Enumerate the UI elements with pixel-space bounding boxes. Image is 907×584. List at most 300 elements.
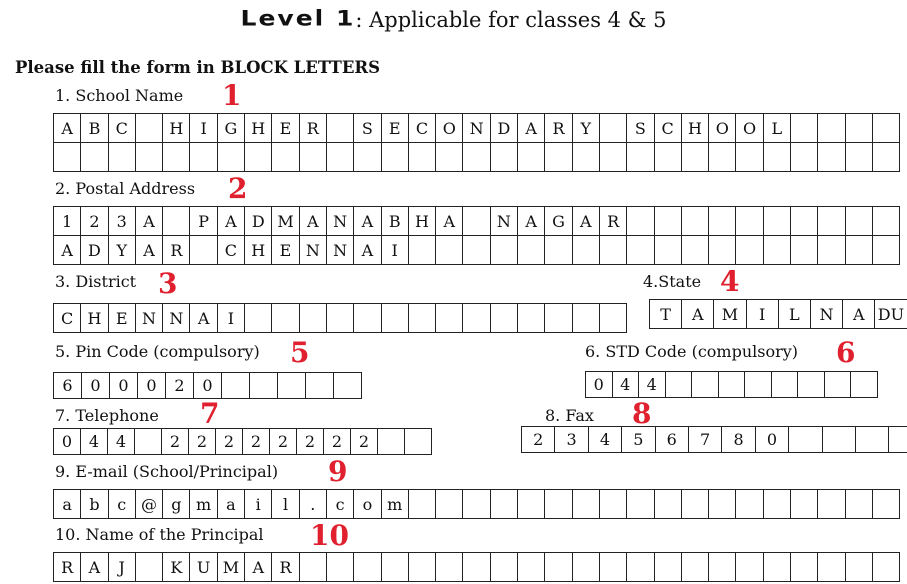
fax-label: 8. Fax: [545, 406, 594, 425]
letter-box[interactable]: L: [764, 114, 791, 143]
letter-box[interactable]: [627, 143, 654, 172]
letter-box[interactable]: 8: [722, 427, 755, 453]
letter-box[interactable]: a: [54, 490, 81, 519]
letter-box[interactable]: S: [627, 114, 654, 143]
letter-box[interactable]: [54, 143, 81, 172]
telephone-marker: 7: [200, 397, 220, 430]
letter-box[interactable]: 4: [613, 372, 640, 398]
letter-box[interactable]: [764, 143, 791, 172]
state-field[interactable]: [649, 299, 907, 329]
letter-box[interactable]: [789, 427, 822, 453]
letter-box[interactable]: A: [190, 304, 217, 333]
school-name-row-2: [53, 143, 900, 172]
letter-box[interactable]: A: [300, 207, 327, 236]
letter-box[interactable]: N: [300, 236, 327, 265]
district-field[interactable]: [53, 303, 627, 333]
pin-code-marker: 5: [290, 336, 310, 369]
letter-box[interactable]: [405, 429, 432, 455]
letter-box[interactable]: [136, 114, 163, 143]
letter-box[interactable]: [764, 207, 791, 236]
letter-box[interactable]: [600, 553, 627, 582]
letter-box[interactable]: a: [218, 490, 245, 519]
letter-box[interactable]: [573, 553, 600, 582]
letter-box[interactable]: N: [327, 236, 354, 265]
pin-code-label: 5. Pin Code (compulsory): [55, 342, 260, 361]
letter-box[interactable]: [709, 207, 736, 236]
letter-box[interactable]: [798, 372, 825, 398]
letter-box[interactable]: 2: [270, 429, 297, 455]
letter-box[interactable]: [354, 553, 381, 582]
form-title: [0, 4, 907, 33]
letter-box[interactable]: E: [272, 114, 299, 143]
letter-box[interactable]: M: [272, 207, 299, 236]
letter-box[interactable]: R: [163, 236, 190, 265]
letter-box[interactable]: [327, 553, 354, 582]
letter-box[interactable]: I: [382, 236, 409, 265]
letter-box[interactable]: [823, 427, 856, 453]
letter-box[interactable]: P: [190, 207, 217, 236]
letter-box[interactable]: C: [218, 236, 245, 265]
letter-box[interactable]: [873, 143, 900, 172]
letter-box[interactable]: C: [409, 114, 436, 143]
letter-box[interactable]: [518, 304, 545, 333]
letter-box[interactable]: [436, 490, 463, 519]
letter-box[interactable]: [518, 490, 545, 519]
letter-box[interactable]: C: [54, 304, 81, 333]
letter-box[interactable]: 0: [54, 429, 81, 455]
letter-box[interactable]: [627, 490, 654, 519]
letter-box[interactable]: [791, 236, 818, 265]
postal-address-label: 2. Postal Address: [55, 179, 196, 198]
letter-box[interactable]: [278, 373, 306, 399]
letter-box[interactable]: g: [163, 490, 190, 519]
letter-box[interactable]: [791, 553, 818, 582]
letter-box[interactable]: I: [747, 300, 779, 329]
letter-box[interactable]: [218, 143, 245, 172]
telephone-label: 7. Telephone: [55, 406, 159, 425]
telephone-row: [53, 428, 432, 455]
letter-box[interactable]: [463, 304, 490, 333]
letter-box[interactable]: [655, 207, 682, 236]
letter-box[interactable]: [600, 143, 627, 172]
letter-box[interactable]: C: [109, 114, 136, 143]
email-marker: 9: [328, 455, 348, 488]
letter-box[interactable]: N: [811, 300, 843, 329]
letter-box[interactable]: 0: [756, 427, 789, 453]
fax-field[interactable]: [521, 426, 907, 453]
letter-box[interactable]: [573, 143, 600, 172]
letter-box[interactable]: [190, 143, 217, 172]
letter-box[interactable]: [818, 236, 845, 265]
letter-box[interactable]: [873, 236, 900, 265]
letter-box[interactable]: E: [272, 236, 299, 265]
letter-box[interactable]: [627, 553, 654, 582]
letter-box[interactable]: N: [163, 304, 190, 333]
letter-box[interactable]: [889, 427, 907, 453]
letter-box[interactable]: H: [245, 114, 272, 143]
letter-box[interactable]: [491, 143, 518, 172]
letter-box[interactable]: T: [650, 300, 682, 329]
letter-box[interactable]: [272, 304, 299, 333]
letter-box[interactable]: [764, 236, 791, 265]
letter-box[interactable]: [846, 490, 873, 519]
letter-box[interactable]: O: [736, 114, 763, 143]
letter-box[interactable]: A: [54, 236, 81, 265]
letter-box[interactable]: 4: [589, 427, 622, 453]
letter-box[interactable]: [709, 490, 736, 519]
letter-box[interactable]: [736, 236, 763, 265]
letter-box[interactable]: A: [573, 207, 600, 236]
letter-box[interactable]: [600, 114, 627, 143]
letter-box[interactable]: [736, 553, 763, 582]
letter-box[interactable]: A: [245, 553, 272, 582]
letter-box[interactable]: [109, 143, 136, 172]
state-marker: 4: [720, 265, 740, 298]
letter-box[interactable]: [655, 143, 682, 172]
letter-box[interactable]: H: [163, 114, 190, 143]
letter-box[interactable]: 2: [243, 429, 270, 455]
letter-box[interactable]: [518, 553, 545, 582]
letter-box[interactable]: B: [81, 114, 108, 143]
letter-box[interactable]: [873, 114, 900, 143]
letter-box[interactable]: b: [81, 490, 108, 519]
letter-box[interactable]: R: [54, 553, 81, 582]
letter-box[interactable]: [709, 553, 736, 582]
letter-box[interactable]: [436, 304, 463, 333]
pin-code-field[interactable]: [53, 372, 362, 399]
letter-box[interactable]: [409, 490, 436, 519]
letter-box[interactable]: [334, 373, 362, 399]
letter-box[interactable]: [463, 236, 490, 265]
letter-box[interactable]: [818, 490, 845, 519]
letter-box[interactable]: 5: [622, 427, 655, 453]
postal-address-row-2: [53, 236, 900, 265]
principal-label: 10. Name of the Principal: [55, 525, 264, 544]
letter-box[interactable]: [354, 143, 381, 172]
letter-box[interactable]: [873, 553, 900, 582]
letter-box[interactable]: [545, 553, 572, 582]
letter-box[interactable]: A: [436, 207, 463, 236]
letter-box[interactable]: [719, 372, 746, 398]
letter-box[interactable]: 3: [555, 427, 588, 453]
letter-box[interactable]: [736, 143, 763, 172]
letter-box[interactable]: [545, 304, 572, 333]
letter-box[interactable]: D: [245, 207, 272, 236]
school-name-field[interactable]: [53, 113, 900, 172]
letter-box[interactable]: [627, 207, 654, 236]
state-label: 4.State: [643, 272, 702, 291]
letter-box[interactable]: 6: [54, 373, 82, 399]
school-name-marker: 1: [222, 79, 242, 112]
letter-box[interactable]: 7: [689, 427, 722, 453]
letter-box[interactable]: O: [436, 114, 463, 143]
letter-box[interactable]: U: [190, 553, 217, 582]
letter-box[interactable]: 3: [109, 207, 136, 236]
letter-box[interactable]: 2: [81, 207, 108, 236]
letter-box[interactable]: [745, 372, 772, 398]
letter-box[interactable]: A: [218, 207, 245, 236]
letter-box[interactable]: [300, 143, 327, 172]
letter-box[interactable]: [764, 490, 791, 519]
letter-box[interactable]: [682, 490, 709, 519]
letter-box[interactable]: @: [136, 490, 163, 519]
letter-box[interactable]: [81, 143, 108, 172]
letter-box[interactable]: DU: [875, 300, 907, 329]
letter-box[interactable]: [518, 143, 545, 172]
letter-box[interactable]: [436, 553, 463, 582]
letter-box[interactable]: [545, 143, 572, 172]
letter-box[interactable]: o: [354, 490, 381, 519]
email-row: [53, 489, 900, 519]
letter-box[interactable]: 2: [162, 429, 189, 455]
letter-box[interactable]: 0: [82, 373, 110, 399]
letter-box[interactable]: c: [327, 490, 354, 519]
postal-address-row-1: [53, 206, 900, 236]
letter-box[interactable]: [682, 207, 709, 236]
letter-box[interactable]: [300, 553, 327, 582]
letter-box[interactable]: [846, 553, 873, 582]
std-code-field[interactable]: [585, 371, 878, 398]
letter-box[interactable]: [409, 304, 436, 333]
letter-box[interactable]: I: [218, 304, 245, 333]
letter-box[interactable]: [545, 490, 572, 519]
letter-box[interactable]: [873, 207, 900, 236]
letter-box[interactable]: [518, 236, 545, 265]
letter-box[interactable]: [135, 429, 162, 455]
letter-box[interactable]: 2: [522, 427, 555, 453]
letter-box[interactable]: Y: [109, 236, 136, 265]
title-applicability: : Applicable for classes 4 & 5: [355, 8, 667, 32]
letter-box[interactable]: [272, 143, 299, 172]
letter-box[interactable]: [873, 490, 900, 519]
letter-box[interactable]: [846, 207, 873, 236]
postal-address-field[interactable]: [53, 206, 900, 265]
state-row: [649, 299, 907, 329]
letter-box[interactable]: [436, 236, 463, 265]
letter-box[interactable]: A: [518, 114, 545, 143]
letter-box[interactable]: [736, 207, 763, 236]
letter-box[interactable]: [818, 207, 845, 236]
letter-box[interactable]: [791, 114, 818, 143]
letter-box[interactable]: [682, 553, 709, 582]
letter-box[interactable]: C: [655, 114, 682, 143]
letter-box[interactable]: [463, 490, 490, 519]
letter-box[interactable]: [382, 143, 409, 172]
letter-box[interactable]: 1: [54, 207, 81, 236]
letter-box[interactable]: D: [81, 236, 108, 265]
letter-box[interactable]: 2: [297, 429, 324, 455]
letter-box[interactable]: S: [354, 114, 381, 143]
letter-box[interactable]: [382, 553, 409, 582]
letter-box[interactable]: E: [109, 304, 136, 333]
letter-box[interactable]: [846, 114, 873, 143]
letter-box[interactable]: [818, 114, 845, 143]
letter-box[interactable]: R: [600, 207, 627, 236]
letter-box[interactable]: [573, 490, 600, 519]
letter-box[interactable]: E: [382, 114, 409, 143]
letter-box[interactable]: [327, 143, 354, 172]
letter-box[interactable]: [545, 236, 572, 265]
letter-box[interactable]: M: [218, 553, 245, 582]
letter-box[interactable]: [600, 490, 627, 519]
letter-box[interactable]: [378, 429, 405, 455]
letter-box[interactable]: A: [81, 553, 108, 582]
letter-box[interactable]: [655, 553, 682, 582]
letter-box[interactable]: m: [190, 490, 217, 519]
letter-box[interactable]: [818, 553, 845, 582]
letter-box[interactable]: [436, 143, 463, 172]
letter-box[interactable]: 2: [216, 429, 243, 455]
letter-box[interactable]: 2: [351, 429, 378, 455]
letter-box[interactable]: A: [843, 300, 875, 329]
letter-box[interactable]: [491, 553, 518, 582]
letter-box[interactable]: [491, 236, 518, 265]
letter-box[interactable]: [682, 143, 709, 172]
letter-box[interactable]: [250, 373, 278, 399]
letter-box[interactable]: O: [709, 114, 736, 143]
letter-box[interactable]: [354, 304, 381, 333]
letter-box[interactable]: [666, 372, 693, 398]
principal-field[interactable]: [53, 552, 900, 582]
letter-box[interactable]: J: [109, 553, 136, 582]
letter-box[interactable]: [600, 304, 627, 333]
letter-box[interactable]: [627, 236, 654, 265]
letter-box[interactable]: 0: [586, 372, 613, 398]
letter-box[interactable]: R: [545, 114, 572, 143]
telephone-field[interactable]: [53, 428, 432, 455]
letter-box[interactable]: [245, 304, 272, 333]
letter-box[interactable]: [409, 143, 436, 172]
letter-box[interactable]: [846, 236, 873, 265]
letter-box[interactable]: A: [54, 114, 81, 143]
letter-box[interactable]: [846, 143, 873, 172]
email-label: 9. E-mail (School/Principal): [55, 462, 279, 481]
letter-box[interactable]: [764, 553, 791, 582]
letter-box[interactable]: [163, 207, 190, 236]
std-code-label: 6. STD Code (compulsory): [585, 342, 799, 361]
postal-address-marker: 2: [228, 172, 248, 205]
letter-box[interactable]: D: [491, 114, 518, 143]
letter-box[interactable]: 0: [138, 373, 166, 399]
letter-box[interactable]: I: [190, 114, 217, 143]
letter-box[interactable]: [463, 143, 490, 172]
letter-box[interactable]: M: [714, 300, 746, 329]
letter-box[interactable]: N: [327, 207, 354, 236]
letter-box[interactable]: [791, 490, 818, 519]
letter-box[interactable]: 0: [194, 373, 222, 399]
letter-box[interactable]: [409, 553, 436, 582]
letter-box[interactable]: [300, 304, 327, 333]
letter-box[interactable]: A: [136, 236, 163, 265]
pin-code-row: [53, 372, 362, 399]
letter-box[interactable]: [772, 372, 799, 398]
letter-box[interactable]: [245, 143, 272, 172]
letter-box[interactable]: [409, 236, 436, 265]
letter-box[interactable]: [709, 236, 736, 265]
letter-box[interactable]: 6: [656, 427, 689, 453]
letter-box[interactable]: [163, 143, 190, 172]
letter-box[interactable]: 2: [189, 429, 216, 455]
school-name-label: 1. School Name: [55, 86, 184, 105]
letter-box[interactable]: c: [109, 490, 136, 519]
letter-box[interactable]: K: [163, 553, 190, 582]
letter-box[interactable]: [136, 553, 163, 582]
letter-box[interactable]: [573, 236, 600, 265]
letter-box[interactable]: [463, 553, 490, 582]
letter-box[interactable]: [491, 490, 518, 519]
letter-box[interactable]: [136, 143, 163, 172]
letter-box[interactable]: [327, 114, 354, 143]
letter-box[interactable]: [818, 143, 845, 172]
letter-box[interactable]: L: [779, 300, 811, 329]
letter-box[interactable]: [655, 236, 682, 265]
letter-box[interactable]: [600, 236, 627, 265]
letter-box[interactable]: [655, 490, 682, 519]
letter-box[interactable]: A: [682, 300, 714, 329]
letter-box[interactable]: [463, 207, 490, 236]
letter-box[interactable]: [692, 372, 719, 398]
letter-box[interactable]: Y: [573, 114, 600, 143]
letter-box[interactable]: [791, 207, 818, 236]
letter-box[interactable]: 4: [108, 429, 135, 455]
letter-box[interactable]: 4: [81, 429, 108, 455]
letter-box[interactable]: G: [218, 114, 245, 143]
letter-box[interactable]: A: [136, 207, 163, 236]
letter-box[interactable]: [736, 490, 763, 519]
letter-box[interactable]: N: [491, 207, 518, 236]
letter-box[interactable]: [327, 304, 354, 333]
letter-box[interactable]: i: [245, 490, 272, 519]
letter-box[interactable]: [306, 373, 334, 399]
letter-box[interactable]: [382, 304, 409, 333]
letter-box[interactable]: H: [682, 114, 709, 143]
letter-box[interactable]: B: [382, 207, 409, 236]
letter-box[interactable]: A: [354, 207, 381, 236]
letter-box[interactable]: [190, 236, 217, 265]
letter-box[interactable]: H: [81, 304, 108, 333]
letter-box[interactable]: 4: [639, 372, 666, 398]
letter-box[interactable]: N: [463, 114, 490, 143]
letter-box[interactable]: l: [272, 490, 299, 519]
email-field[interactable]: [53, 489, 900, 519]
letter-box[interactable]: .: [300, 490, 327, 519]
letter-box[interactable]: [573, 304, 600, 333]
letter-box[interactable]: H: [409, 207, 436, 236]
letter-box[interactable]: 2: [324, 429, 351, 455]
letter-box[interactable]: R: [272, 553, 299, 582]
letter-box[interactable]: [682, 236, 709, 265]
letter-box[interactable]: [851, 372, 878, 398]
letter-box[interactable]: [709, 143, 736, 172]
letter-box[interactable]: [825, 372, 852, 398]
letter-box[interactable]: A: [518, 207, 545, 236]
letter-box[interactable]: [856, 427, 889, 453]
letter-box[interactable]: H: [245, 236, 272, 265]
district-label: 3. District: [55, 272, 137, 291]
letter-box[interactable]: m: [382, 490, 409, 519]
instruction-text: Please fill the form in BLOCK LETTERS: [15, 58, 381, 77]
letter-box[interactable]: [491, 304, 518, 333]
letter-box[interactable]: [222, 373, 250, 399]
letter-box[interactable]: G: [545, 207, 572, 236]
letter-box[interactable]: 0: [110, 373, 138, 399]
letter-box[interactable]: [791, 143, 818, 172]
letter-box[interactable]: R: [300, 114, 327, 143]
fax-marker: 8: [632, 397, 652, 430]
letter-box[interactable]: N: [136, 304, 163, 333]
letter-box[interactable]: 2: [166, 373, 194, 399]
letter-box[interactable]: A: [354, 236, 381, 265]
